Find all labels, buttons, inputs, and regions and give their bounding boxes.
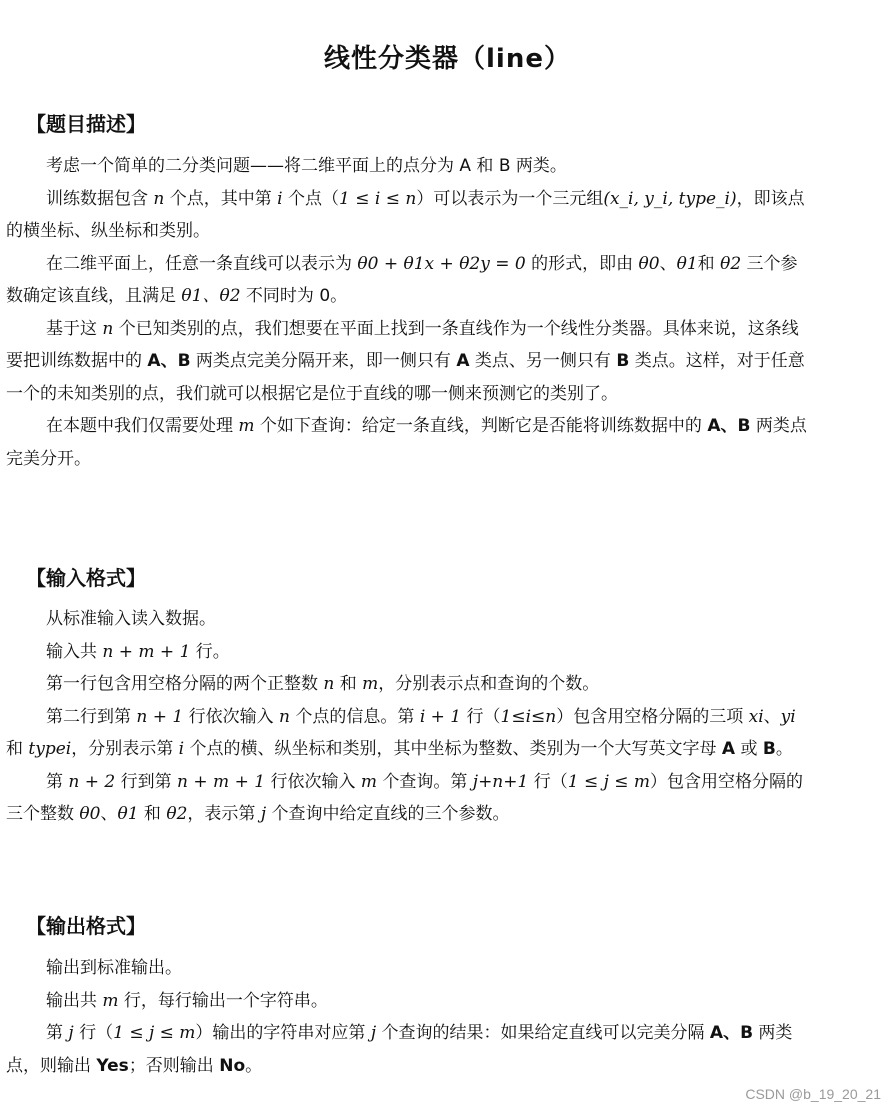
description-p1: 考虑一个简单的二分类问题——将二维平面上的点分为 A 和 B 两类。 (46, 156, 567, 176)
input-l5: 第 n + 2 行到第 n + m + 1 行依次输入 m 个查询。第 j+n+1 行（1 ≤ j ≤ m）包含用空格分隔的三个整数 θ0、θ1 和 θ2，表示第 j 个查询中给定直线的三个参数。 (6, 771, 804, 824)
section-heading-description: 【题目描述】 (26, 112, 146, 136)
description-p3: 在二维平面上，任意一条直线可以表示为 θ0 + θ1x + θ2y = 0 的形式，即由 θ0、θ1和 θ2 三个参数确定该直线，且满足 θ1、θ2 不同时为 0。 (6, 253, 798, 306)
description-p4: 基于这 n 个已知类别的点，我们想要在平面上找到一条直线作为一个线性分类器。具体来说，这条线要把训练数据中的 A、B 两类点完美分隔开来，即一侧只有 A 类点、另一侧只有 B 类点。这样，对于任意一个的未知类别的点，我们就可以根据它是位于直线的哪一侧来预测它的类别了。 (6, 318, 805, 404)
output-l1: 输出到标准输出。 (46, 958, 182, 978)
section-heading-output: 【输出格式】 (26, 914, 146, 938)
watermark: CSDN @b_19_20_21 (745, 1086, 881, 1102)
output-l2: 输出共 m 行，每行输出一个字符串。 (46, 990, 328, 1011)
input-l1: 从标准输入读入数据。 (46, 609, 216, 629)
description-body (6, 150, 814, 475)
input-body (6, 603, 814, 831)
section-heading-input: 【输入格式】 (26, 566, 146, 590)
output-l3: 第 j 行（1 ≤ j ≤ m）输出的字符串对应第 j 个查询的结果：如果给定直线可以完美分隔 A、B 两类点，则输出 Yes；否则输出 No。 (6, 1023, 793, 1076)
input-l4: 第二行到第 n + 1 行依次输入 n 个点的信息。第 i + 1 行（1≤i≤n）包含用空格分隔的三项 xi、yi 和 typei，分别表示第 i 个点的横、纵坐标和类别，其中坐标为整数、类别为一个大写英文字母 A 或 B。 (6, 706, 796, 759)
description-p2: 训练数据包含 n 个点，其中第 i 个点（1 ≤ i ≤ n）可以表示为一个三元组(x_i, y_i, type_i)，即该点的横坐标、纵坐标和类别。 (6, 188, 805, 241)
input-l2: 输入共 n + m + 1 行。 (46, 641, 230, 662)
page-title: 线性分类器（line） (324, 44, 571, 74)
input-l3: 第一行包含用空格分隔的两个正整数 n 和 m，分别表示点和查询的个数。 (46, 674, 600, 694)
output-body (6, 952, 814, 1082)
description-p5: 在本题中我们仅需要处理 m 个如下查询：给定一条直线，判断它是否能将训练数据中的 A、B 两类点完美分开。 (6, 416, 807, 469)
